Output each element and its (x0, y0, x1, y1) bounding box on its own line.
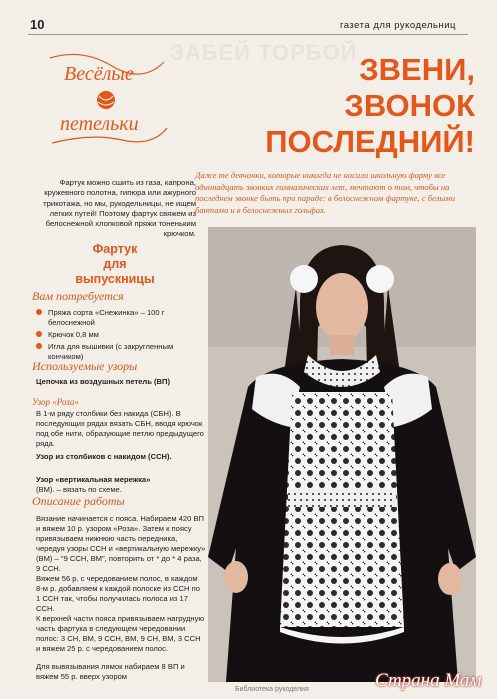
bullet-icon (36, 343, 42, 349)
chain-title: Цепочка из воздушных петель (ВП) (36, 377, 170, 386)
footer-credit: Библиотека рукоделия (235, 686, 309, 693)
section-title (40, 242, 190, 287)
bullet-icon (36, 331, 42, 337)
header-rule (28, 34, 468, 35)
headline-line: ЗВЕНИ, (359, 52, 475, 87)
headline (170, 52, 475, 160)
headline-line: ЗВОНОК (344, 88, 475, 123)
logo-line1: Весёлые (64, 63, 134, 85)
section-title-line: выпускницы (75, 272, 155, 286)
work-heading: Описание работы (32, 494, 125, 508)
rose-text: В 1-м ряду столбики без накида (СБН). В последующих рядах вязать СБН, вводя крючок под обе нити, образующие петлю предыдущего ряда. (36, 409, 204, 448)
work-paragraph: Вяжем 56 р. с чередованием полос, в каждом 8-м р. добавляем к каждой полоске из ССН по 1 ССН так, чтобы получилась полоса из 17 ССН. (36, 574, 200, 613)
intro-paragraph: Даже те девчонки, которые никогда не носили школьную форму все одиннадцать звонких гимназических лет, мечтают о том, чтобы на последнем звонке быть при параде: в белоснежном фартуке, с белыми бантами и в белоснежных гольфах. (195, 170, 456, 215)
materials-item: Крючок 0,8 мм (48, 330, 198, 340)
logo-line2: петельки (60, 113, 139, 135)
page-number: 10 (30, 17, 45, 32)
left-intro: Фартук можно сшить из газа, капрона, кружевного полотна, гипюра или ажурного трикотажа, но мы, рукодельницы, не ищем легких путей! Поэтому фартук свяжем из белоснежной хлопковой пряжи тоненьким крючком. (43, 178, 196, 239)
photo-girl-apron (208, 227, 476, 682)
materials-item: Игла для вышивки (с закругленным кончиком) (48, 342, 198, 362)
section-title-line: Фартук (92, 242, 138, 256)
mesh-title: Узор «вертикальная мережка» (36, 475, 151, 484)
bullet-icon (36, 309, 42, 315)
running-title: газета для рукодельниц (340, 20, 456, 31)
patterns-heading: Используемые узоры (32, 359, 138, 373)
rose-title: Узор «Роза» (32, 397, 79, 407)
ssn-title: Узор из столбиков с накидом (ССН). (36, 452, 172, 461)
materials-heading: Вам потребуется (32, 289, 124, 303)
materials-item: Пряжа сорта «Снежинка» – 100 г белоснежной (48, 308, 198, 328)
work-paragraph: Вязание начинается с пояса. Набираем 420 ВП и вяжем 10 р. узором «Роза». Затем к поясу привязываем нижнюю часть передника, чередуя узоры ССН и «вертикальную мережку» (ВМ) – "9 ССН, ВМ", повторить от * до * 4 раза, 9 ССН. (36, 514, 206, 573)
work-paragraph: Для вывязывания лямок набираем 8 ВП и вяжем 55 р. вверх узором (36, 662, 185, 681)
bleed-through-text: ЗАБЕЙ ТОРБОЙ (170, 40, 358, 65)
mesh-text: (ВМ). – вязать по схеме. (36, 485, 122, 494)
section-title-line: для (103, 257, 127, 271)
section-logo (42, 48, 172, 148)
headline-line: ПОСЛЕДНИЙ! (265, 124, 475, 159)
work-paragraph: К верхней части пояса привязываем нагрудную часть фартука в следующем чередовании полос: 3 СН, ВМ, 9 ССН, ВМ, 9 СН, ВМ, 3 ССН и вяжем 25 р. с чередованием полос. (36, 614, 205, 653)
watermark: Страна Мам (375, 670, 482, 691)
